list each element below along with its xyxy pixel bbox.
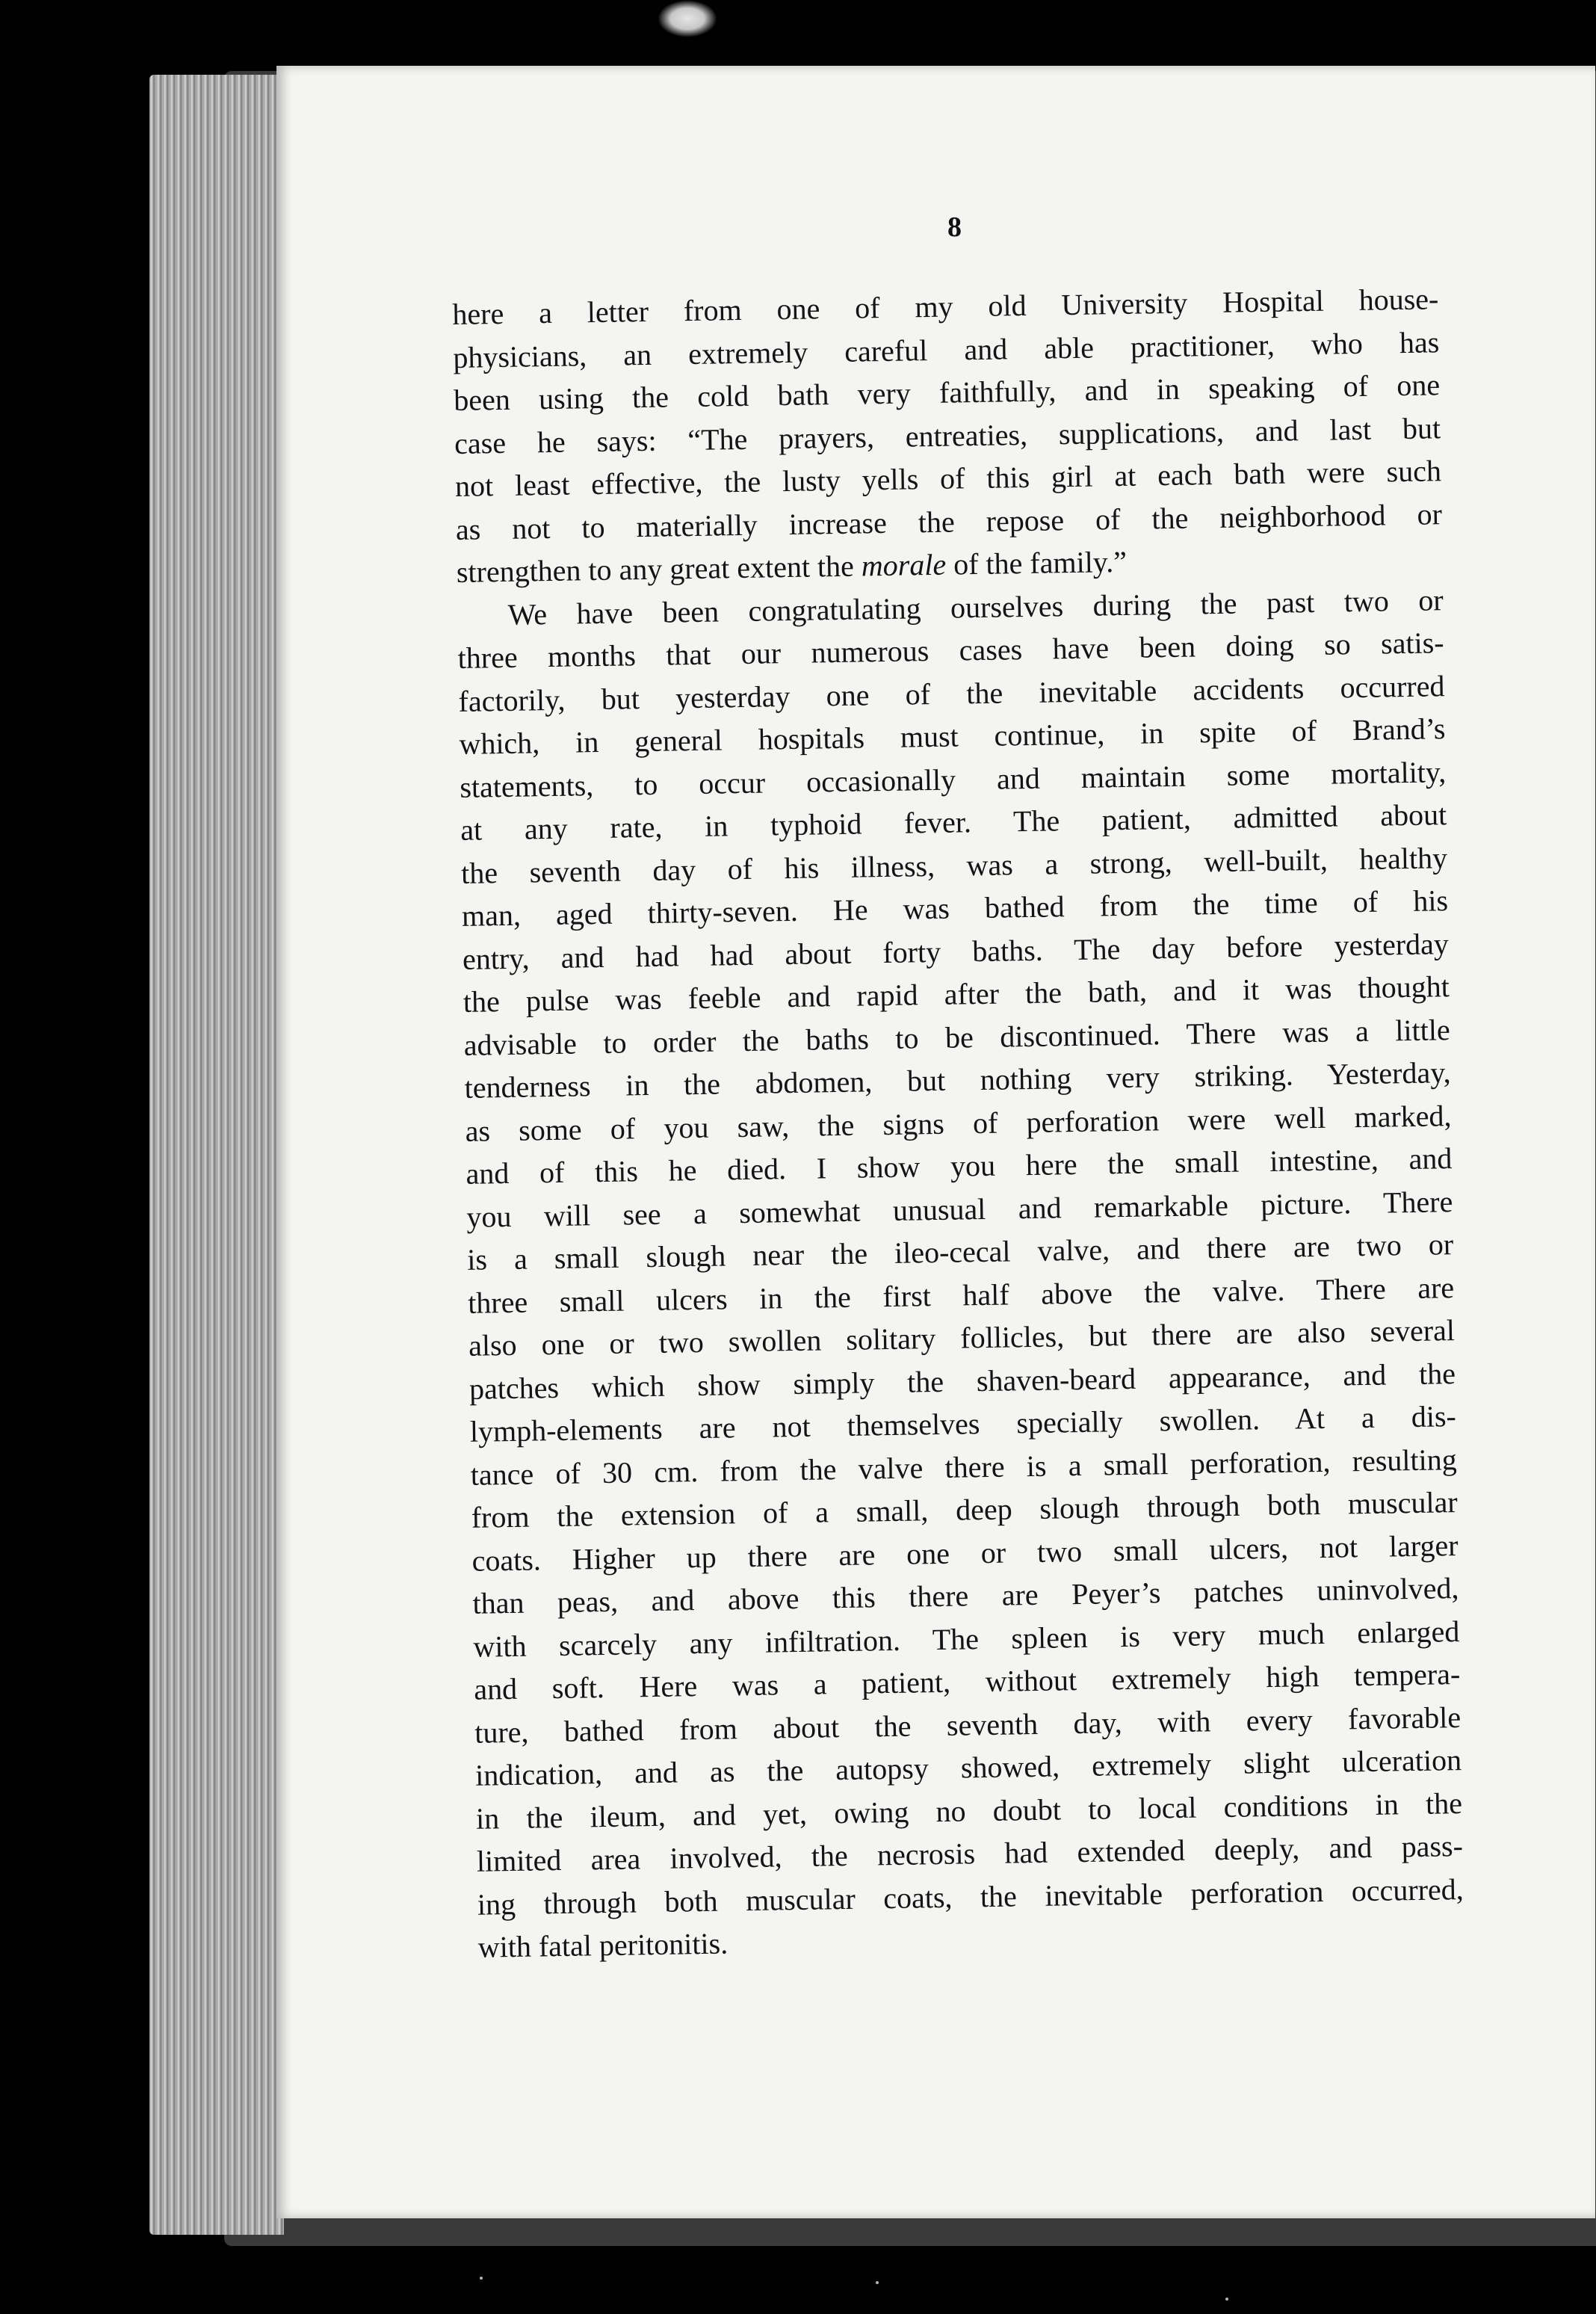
text-line: with fatal peritonitis. — [477, 1926, 729, 1964]
text-line: from the extension of a small, deep slough through both muscular — [471, 1485, 1458, 1534]
text-line: which, in general hospitals must continue, in spite of Brand’s — [459, 712, 1446, 761]
text-line: advisable to order the baths to be discontinued. There was a little — [463, 1012, 1450, 1062]
text-line: the seventh day of his illness, was a strong, well-built, healthy — [460, 840, 1448, 890]
text-line: as some of you saw, the signs of perforation were well marked, — [465, 1098, 1452, 1148]
text-line: with scarcely any infiltration. The spleen is very much enlarged — [473, 1614, 1460, 1664]
text-line: than peas, and above this there are Peyer’s patches uninvolved, — [472, 1571, 1459, 1620]
text-line: ing through both muscular coats, the inevitable perforation occurred, — [477, 1872, 1464, 1922]
text-line: indication, and as the autopsy showed, extremely slight ulceration — [474, 1743, 1462, 1792]
text-line: statements, to occur occasionally and maintain some mortality, — [460, 754, 1447, 804]
page-number: 8 — [947, 212, 962, 243]
text-line: and of this he died. I show you here the small intestine, and — [466, 1141, 1453, 1191]
text-line: in the ileum, and yet, owing no doubt to local conditions in the — [475, 1786, 1463, 1836]
text-line: limited area involved, the necrosis had extended deeply, and pass- — [476, 1829, 1464, 1878]
text-line: physicians, an extremely careful and able practitioner, who has — [452, 324, 1440, 374]
text-line: the pulse was feeble and rapid after the bath, and it was thought — [463, 969, 1450, 1019]
text-line: factorily, but yesterday one of the inevitable accidents occurred — [458, 668, 1445, 718]
italic-word: morale — [861, 547, 947, 583]
text-line: case he says: “The prayers, entreaties, supplications, and last but — [454, 410, 1441, 460]
text-line: here a letter from one of my old University Hospital house- — [452, 282, 1439, 331]
scan-artifact — [658, 0, 717, 37]
text-line: also one or two swollen solitary follicles, but there are also several — [468, 1313, 1456, 1363]
text-line: lymph-elements are not themselves specially swollen. At a dis- — [469, 1399, 1457, 1448]
book-page-edges — [149, 75, 284, 2235]
text-line: We have been congratulating ourselves during the past two or — [507, 582, 1444, 632]
text-line: is a small slough near the ileo-cecal valve, and there are two or — [466, 1227, 1454, 1277]
text-line: you will see a somewhat unusual and remarkable picture. There — [466, 1184, 1453, 1234]
text-line: entry, and had had about forty baths. The day before yesterday — [462, 926, 1450, 976]
text-line: at any rate, in typhoid fever. The patient, admitted about — [460, 797, 1447, 847]
text-line: three small ulcers in the first half above the valve. There are — [467, 1270, 1455, 1320]
text-line: been using the cold bath very faithfully, and in speaking of one — [453, 368, 1441, 417]
text-line: as not to materially increase the repose of the neighborhood or — [455, 496, 1443, 546]
text-line: patches which show simply the shaven-beard appearance, and the — [468, 1356, 1456, 1406]
text-line: tenderness in the abdomen, but nothing very striking. Yesterday, — [464, 1055, 1451, 1105]
text-line: coats. Higher up there are one or two small ulcers, not larger — [471, 1528, 1459, 1578]
text-line: tance of 30 cm. from the valve there is a small perforation, resulting — [470, 1442, 1458, 1492]
text-line: and soft. Here was a patient, without extremely high tempera- — [473, 1657, 1461, 1706]
text-line: strengthen to any great extent the morale of the family.” — [456, 544, 1128, 589]
text-line: three months that our numerous cases have been doing so satis- — [457, 626, 1444, 675]
scan-dust — [876, 2281, 879, 2284]
text-line: man, aged thirty-seven. He was bathed from the time of his — [461, 883, 1449, 933]
text-line: not least effective, the lusty yells of this girl at each bath were such — [454, 454, 1442, 503]
body-text — [452, 277, 1464, 1969]
scan-dust — [1225, 2298, 1228, 2301]
scan-dust — [480, 2277, 483, 2280]
text-line: ture, bathed from about the seventh day, with every favorable — [474, 1700, 1462, 1750]
